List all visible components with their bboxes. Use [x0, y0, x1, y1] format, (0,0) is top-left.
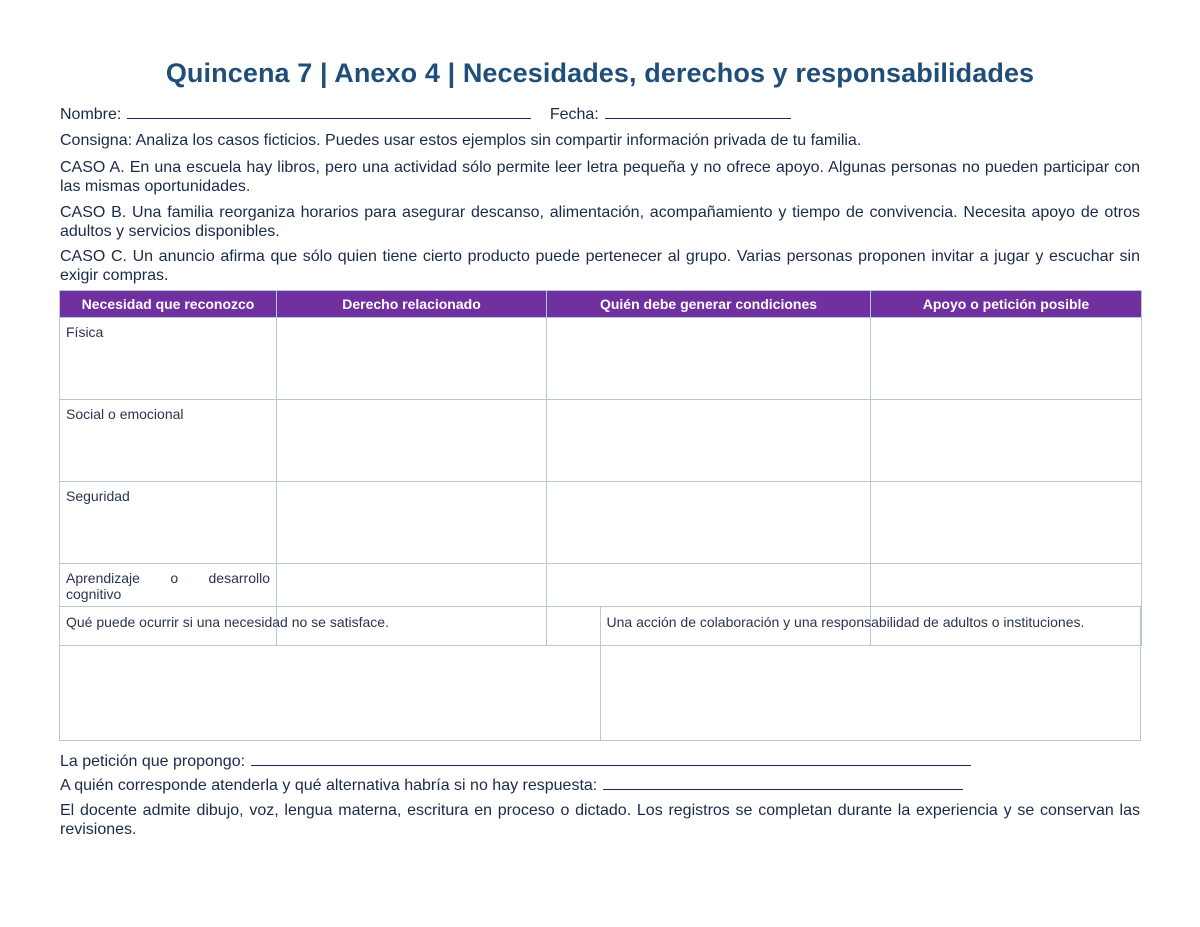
reflection-right-cell[interactable]: Una acción de colaboración y una responsabilidad de adultos o instituciones. [600, 607, 1141, 740]
header-apoyo: Apoyo o petición posible [871, 291, 1142, 318]
answer-cell[interactable] [547, 318, 871, 400]
reflection-left-cell[interactable]: Qué puede ocurrir si una necesidad no se satisface. [66, 614, 389, 630]
answer-cell[interactable] [277, 400, 547, 482]
header-derecho: Derecho relacionado [277, 291, 547, 318]
quien-field[interactable] [603, 775, 963, 790]
peticion-field[interactable] [251, 751, 971, 766]
caso-c-text: CASO C. Un anuncio afirma que sólo quien tiene cierto producto puede pertenecer al grupo. Varias personas proponen invitar a jugar y escuchar sin exigir compras. [60, 248, 1140, 284]
header-quien: Quién debe generar condiciones [547, 291, 871, 318]
nombre-label: Nombre: [60, 106, 122, 123]
caso-b-text: CASO B. Una familia reorganiza horarios para asegurar descanso, alimentación, acompañamiento y tiempo de convivencia. Necesita apoyo de otros adultos y servicios disponibles. [60, 204, 1140, 240]
answer-cell[interactable] [871, 400, 1142, 482]
header-necesidad: Necesidad que reconozco [60, 291, 277, 318]
fecha-field[interactable] [605, 104, 791, 119]
quien-row [60, 775, 963, 795]
docente-note: El docente admite dibujo, voz, lengua materna, escritura en proceso o dictado. Los registros se completan durante la experiencia y se conservan las revisiones. [60, 802, 1140, 838]
consigna-text: Consigna: Analiza los casos ficticios. Puedes usar estos ejemplos sin compartir información privada de tu familia. [60, 132, 862, 149]
answer-cell[interactable] [547, 482, 871, 564]
nombre-field[interactable] [127, 104, 531, 119]
answer-cell[interactable] [277, 318, 547, 400]
row-label-fisica: Física [60, 318, 277, 400]
answer-cell[interactable] [547, 400, 871, 482]
answer-cell[interactable] [871, 318, 1142, 400]
row-label-seguridad: Seguridad [60, 482, 277, 564]
quien-label: A quién corresponde atenderla y qué alternativa habría si no hay respuesta: [60, 777, 598, 794]
peticion-label: La petición que propongo: [60, 753, 246, 770]
answer-cell[interactable] [277, 482, 547, 564]
row-label-aprendizaje: Aprendizaje o desarrollo cognitivo [60, 564, 277, 646]
name-date-row [60, 104, 791, 124]
answer-cell[interactable] [871, 482, 1142, 564]
row-label-social: Social o emocional [60, 400, 277, 482]
peticion-row [60, 751, 971, 771]
reflection-box [59, 606, 1141, 741]
caso-a-text: CASO A. En una escuela hay libros, pero una actividad sólo permite leer letra pequeña y no ofrece apoyo. Algunas personas no pueden participar con las mismas oportunidades. [60, 159, 1140, 195]
page-title: Quincena 7 | Anexo 4 | Necesidades, derechos y responsabilidades [165, 58, 1035, 88]
needs-table [59, 290, 1142, 646]
table-row [60, 318, 1142, 400]
fecha-label: Fecha: [549, 106, 599, 123]
table-header-row [60, 291, 1142, 318]
table-row [60, 482, 1142, 564]
table-row [60, 400, 1142, 482]
